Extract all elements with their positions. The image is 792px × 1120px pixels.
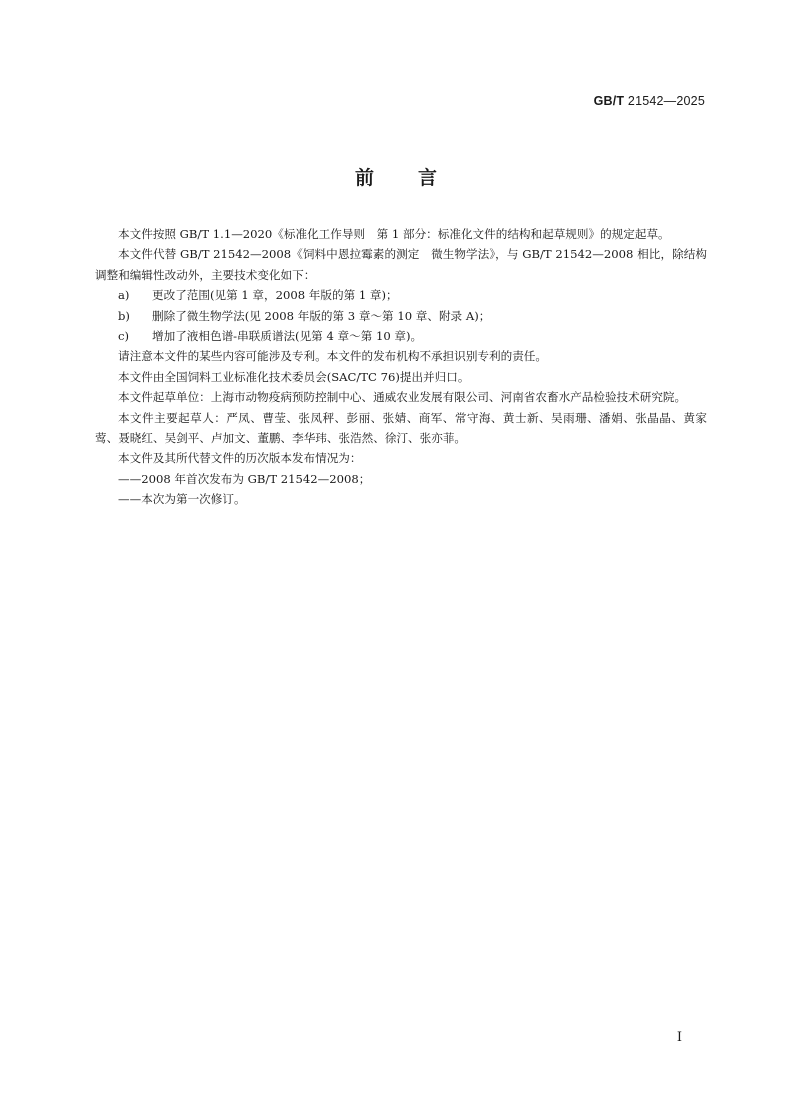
- standard-number: 21542—2025: [627, 94, 705, 108]
- change-item-a: [95, 285, 707, 305]
- history-intro-paragraph: 本文件及其所代替文件的历次版本发布情况为：: [118, 451, 362, 466]
- drafting-units-paragraph: 本文件起草单位：上海市动物疫病预防控制中心、通威农业发展有限公司、河南省农畜水产品检验技术研究院。: [118, 390, 687, 405]
- change-item-b: [95, 306, 707, 326]
- replacement-paragraph: 本文件代替 GB/T 21542—2008《饲料中恩拉霉素的测定 微生物学法》，与 GB/T 21542—2008 相比，除结构调整和编辑性改动外，主要技术变化如下：: [95, 247, 707, 282]
- page-title: 前言: [354, 167, 481, 189]
- page-number: I: [676, 1030, 682, 1045]
- change-marker: a): [118, 288, 130, 303]
- drafting-rules-paragraph: 本文件按照 GB/T 1.1—2020《标准化工作导则 第 1 部分：标准化文件的结构和起草规则》的规定起草。: [118, 227, 670, 241]
- standard-prefix: GB/T: [593, 94, 625, 108]
- foreword-body: [95, 224, 707, 510]
- committee-paragraph: 本文件由全国饲料工业标准化技术委员会(SAC/TC 76)提出并归口。: [118, 369, 470, 384]
- patent-notice-paragraph: 请注意本文件的某些内容可能涉及专利。本文件的发布机构不承担识别专利的责任。: [118, 349, 547, 364]
- history-item: ——本次为第一次修订。: [118, 492, 246, 507]
- standard-code: [594, 94, 705, 108]
- drafters-paragraph: 本文件主要起草人：严凤、曹莹、张凤秤、彭丽、张婧、商军、常守海、黄士新、吴雨珊、潘娟、张晶晶、黄家莺、聂晓红、吴剑平、卢加文、董鹏、李华玮、张浩然、徐汀、张亦菲。: [95, 410, 707, 446]
- history-item: ——2008 年首次发布为 GB/T 21542—2008；: [118, 471, 371, 486]
- change-item-c: [95, 326, 707, 346]
- change-text: 增加了液相色谱-串联质谱法(见第 4 章～第 10 章)。: [152, 329, 423, 344]
- change-marker: c): [118, 329, 130, 344]
- change-text: 更改了范围(见第 1 章，2008 年版的第 1 章)；: [152, 288, 398, 303]
- change-text: 删除了微生物学法(见 2008 年版的第 3 章～第 10 章、附录 A)；: [152, 308, 491, 323]
- change-marker: b): [118, 308, 130, 323]
